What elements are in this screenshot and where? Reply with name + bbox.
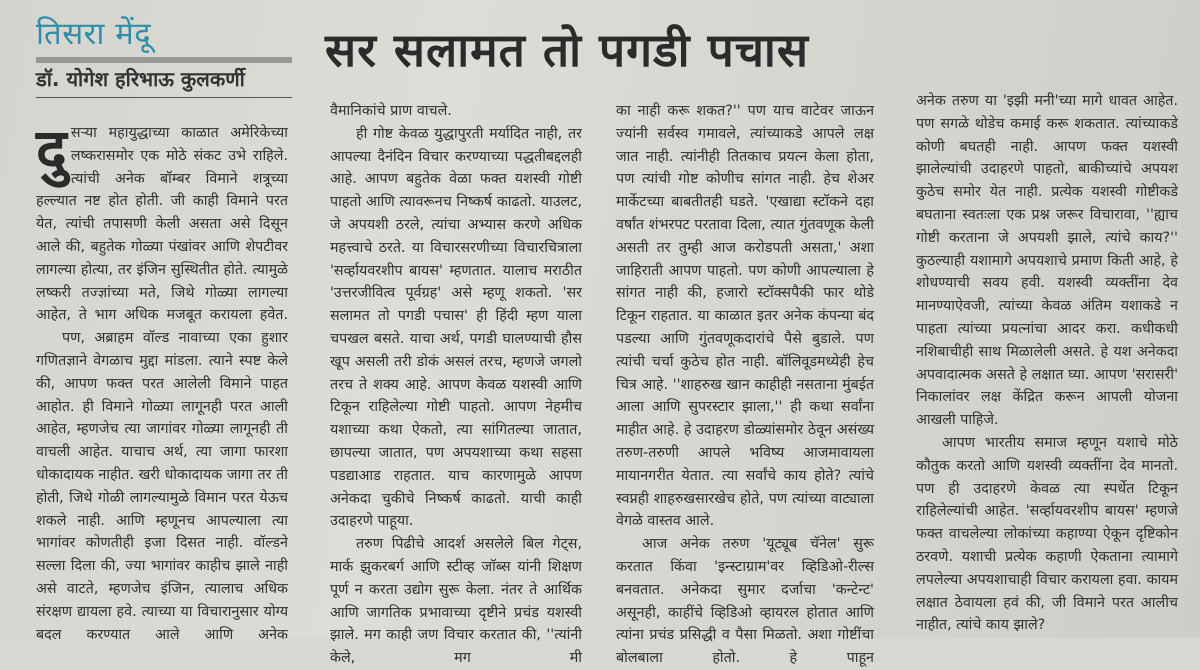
drop-cap: दु — [36, 116, 67, 184]
byline-rule — [36, 97, 292, 98]
paragraph: पण, अब्राहम वॉल्ड नावाच्या एका हुशार गणितज्ञाने वेगळाच मुद्दा मांडला. त्याने स्पष्ट केले की, आपण फक्त परत आलेली विमाने पाहत आहोत. ही विमाने गोळ्या लागूनही परत आली आहेत, म्हणजेच त्या जागांवर गोळ्या लागूनही ती वाचली आहेत. याचाच अर्थ, त्या जागा फारशा धोकादायक नाहीत. खरी धोकादायक जागा तर ती होती, जिथे गोळी लागल्यामुळे विमान परत येऊच शकले नाही. आणि म्हणूनच आपल्याला त्या भागांवर कोणतीही इजा दिसत नाही. वॉल्डने सल्ला दिला की, ज्या भागांवर काहीच झाले नाही असे वाटते, म्हणजेच इंजिन, त्यालाच अधिक संरक्षण द्यायला हवे. त्याच्या या विचारानुसार योग्य बदल करण्यात आले आणि अनेक — [36, 330, 288, 643]
paragraph: सऱ्या महायुद्धाच्या काळात अमेरिकेच्या लष्करासमोर एक मोठे संकट उभे राहिले. त्यांची अनेक बॉम्बर विमाने शत्रूच्या हल्ल्यात नष्ट होत होती. जी काही विमाने परत येत, त्यांची तपासणी केली असता असे दिसून आले की, बहुतेक गोळ्या पंखांवर आणि शेपटीवर लागल्या होत्या, तर इंजिन सुस्थितीत होते. त्यामुळे लष्करी तज्ज्ञांच्या मते, जिथे गोळ्या लागल्या आहेत, ते भाग अधिक मजबूत करायला हवेत. — [36, 125, 288, 324]
paragraph: अनेक तरुण या 'इझी मनी'च्या मागे धावत आहेत. पण सगळे थोडेच कमाई करू शकतात. त्यांच्याकडे कोणी बघतही नाही. आपण फक्त यशस्वी झालेल्यांची उदाहरणे पाहतो, बाकीच्यांचे अपयश कुठेच समोर येत नाही. प्रत्येक यशस्वी गोष्टीकडे बघताना स्वतःला एक प्रश्न जरूर विचारावा, ''ह्याच गोष्टी करताना जे अपयशी झाले, त्यांचे काय?'' कुठल्याही यशामागे अपयशाचे प्रमाण किती आहे, हे शोधण्याची सवय हवी. यशस्वी व्यक्तींना देव मानण्याऐवजी, त्यांच्या केवळ अंतिम यशाकडे न पाहता त्यांच्या प्रयत्नांचा आदर करा. कधीकधी नशिबाचीही साथ मिळालेली असते. हे यश अनेकदा अपवादात्मक असते हे लक्षात घ्या. आपण 'सरासरी' निकालांवर लक्ष केंद्रित करून आपली योजना आखली पाहिजे. — [916, 93, 1178, 429]
column-rule — [36, 57, 292, 63]
column-name: तिसरा मेंदू — [36, 16, 152, 52]
paragraph: आज अनेक तरुण 'यूट्यूब चॅनेल' सुरू करतात किंवा 'इन्स्टाग्राम'वर व्हिडिओ-रील्स बनवतात. अनेकदा सुमार दर्जाचा 'कन्टेन्ट' असूनही, काहींचे व्हिडिओ व्हायरल होतात आणि त्यांना प्रचंड प्रसिद्धी व पैसा मिळतो. अशा गोष्टींचा बोलबाला होतो. हे पाहून — [616, 536, 874, 667]
paragraph: वैमानिकांचे प्राण वाचले. — [330, 103, 452, 119]
article-column-2 — [330, 100, 582, 670]
paragraph: तरुण पिढीचे आदर्श असलेले बिल गेट्स, मार्क झुकरबर्ग आणि स्टीव्ह जॉब्स यांनी शिक्षण पूर्ण न करता उद्योग सुरू केला. नंतर ते आर्थिक आणि जागतिक प्रभावाच्या दृष्टीने प्रचंड यशस्वी झाले. मग काही जण विचार करतात की, ''त्यांनी केले, मग मी — [330, 536, 582, 667]
article-headline: सर सलामत तो पगडी पचास — [325, 23, 809, 77]
paragraph: ही गोष्ट केवळ युद्धापुरती मर्यादित नाही, तर आपल्या दैनंदिन विचार करण्याच्या पद्धतीबद्दलही आहे. आपण बहुतेक वेळा फक्त यशस्वी गोष्टी पाहतो आणि त्यावरूनच निष्कर्ष काढतो. याउलट, जे अपयशी ठरले, त्यांचा अभ्यास करणे अधिक महत्त्वाचे ठरते. या विचारसरणीच्या विचारचित्राला 'सर्व्हायवरशीप बायस' म्हणतात. यालाच मराठीत 'उत्तरजीवित्व पूर्वग्रह' असे म्हणू शकतो. 'सर सलामत तो पगडी पचास' ही हिंदी म्हण याला चपखल बसते. याचा अर्थ, पगडी घालण्याची हौस खूप असली तरी डोकं असलं तरच, म्हणजे जगलो तरच ते शक्य आहे. आपण केवळ यशस्वी आणि टिकून राहिलेल्या गोष्टी पाहतो. आपण नेहमीच यशाच्या कथा ऐकतो, त्या सांगितल्या जातात, छापल्या जातात, पण अपयशाच्या कथा सहसा पडद्याआड राहतात. याच कारणामुळे आपण अनेकदा चुकीचे निष्कर्ष काढतो. याची काही उदाहरणे पाहूया. — [330, 125, 582, 530]
article-column-3 — [616, 100, 874, 670]
article-column-1 — [36, 116, 288, 646]
paragraph: आपण भारतीय समाज म्हणून यशाचे मोठे कौतुक करतो आणि यशस्वी व्यक्तींना देव मानतो. पण ही उदाहरणे केवळ त्या स्पर्धेत टिकून राहिलेल्यांची आहेत. 'सर्व्हायवरशीप बायस' म्हणजे फक्त वाचलेल्या लोकांच्या कहाण्या ऐकून दृष्टिकोन ठरवणे. यशाची प्रत्येक कहाणी ऐकताना त्यामागे लपलेल्या अपयशाचाही विचार करायला हवा. कायम लक्षात ठेवायला हवं की, जी विमाने परत आलीच नाहीत, त्यांचे काय झाले? — [916, 434, 1178, 634]
article-column-4 — [916, 90, 1178, 637]
author-byline: डॉ. योगेश हरिभाऊ कुलकर्णी — [36, 67, 245, 91]
paragraph: का नाही करू शकत?'' पण याच वाटेवर जाऊन ज्यांनी सर्वस्व गमावले, त्यांच्याकडे आपले लक्ष जात नाही. त्यांनीही तितकाच प्रयत्न केला होता, पण त्यांची गोष्ट कोणीच सांगत नाही. हेच शेअर मार्केटच्या बाबतीतही घडते. 'एखाद्या स्टॉकने दहा वर्षांत शंभरपट परतावा दिला, त्यात गुंतवणूक केली असती तर तुम्ही आज करोडपती असता,' अशा जाहिराती आपण पाहतो. पण कोणी आपल्याला हे सांगत नाही की, हजारो स्टॉक्सपैकी फार थोडे टिकून राहतात. या काळात इतर अनेक कंपन्या बंद पडल्या आणि गुंतवणूकदारांचे पैसे बुडाले. पण त्यांची चर्चा कुठेच होत नाही. बॉलिवूडमध्येही हेच चित्र आहे. ''शाहरुख खान काहीही नसताना मुंबईत आला आणि सुपरस्टार झाला,'' ही कथा सर्वांना माहीत आहे. हे उदाहरण डोळ्यांसमोर ठेवून असंख्य तरुण-तरुणी आपले भविष्य आजमावायला मायानगरीत येतात. त्या सर्वांचे काय होते? त्यांचे स्वप्नही शाहरुखसारखेच होते, पण त्यांच्या वाट्याला वेगळे वास्तव आले. — [616, 103, 874, 530]
